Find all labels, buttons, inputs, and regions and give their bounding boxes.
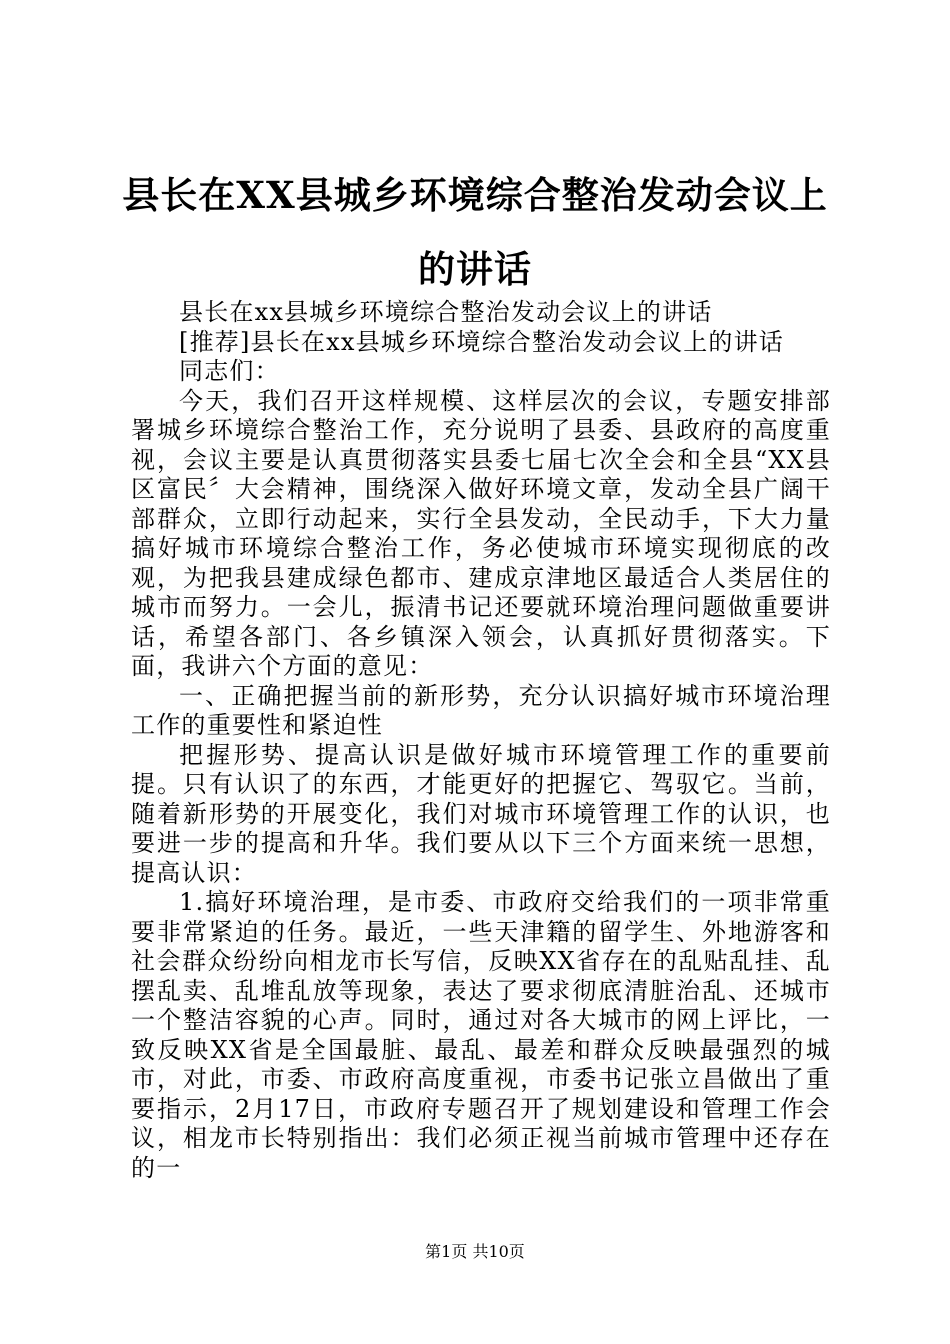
salutation: 同志们： (179, 357, 280, 385)
recommend-line: [推荐]县长在xx县城乡环境综合整治发动会议上的讲话 (179, 327, 784, 356)
section-heading-1: 一、正确把握当前的新形势，充分认识搞好城市环境治理工作的重要性和紧迫性 (131, 681, 831, 739)
document-title: 县长在XX县城乡环境综合整治发动会议上的讲话 (122, 173, 828, 291)
intro-paragraph: 今天，我们召开这样规模、这样层次的会议，专题安排部署城乡环境综合整治工作，充分说明了县委、县政府的高度重视，会议主要是认真贯彻落实县委七届七次全会和全县“XX县区富民〞大会精神，围绕深入做好环境文章，发动全县广阔干部群众，立即行动起来，实行全县发动，全民动手，下大力量搞好城市环境综合整治工作，务必使城市环境实现彻底的改观，为把我县建成绿色都市、建成京津地区最适合人类居住的城市而努力。一会儿，振清书记还要就环境治理问题做重要讲话，希望各部门、各乡镇深入领会，认真抓好贯彻落实。下面，我讲六个方面的意见： (131, 386, 831, 680)
document-body (131, 298, 831, 1183)
page-number: 第1页 共10页 (425, 1242, 525, 1261)
subtitle-line: 县长在xx县城乡环境综合整治发动会议上的讲话 (179, 298, 713, 326)
point-1-paragraph: 1.搞好环境治理，是市委、市政府交给我们的一项非常重要非常紧迫的任务。最近，一些天津籍的留学生、外地游客和社会群众纷纷向相龙市长写信，反映XX省存在的乱贴乱挂、乱摆乱卖、乱堆乱放等现象，表达了要求彻底清脏治乱、还城市一个整洁容貌的心声。同时，通过对各大城市的网上评比，一致反映XX省是全国最脏、最乱、最差和群众反映最强烈的城市，对此，市委、市政府高度重视，市委书记张立昌做出了重要指示，2月17日，市政府专题召开了规划建设和管理工作会议，相龙市长特别指出：我们必须正视当前城市管理中还存在的一 (131, 888, 831, 1182)
section-paragraph: 把握形势、提高认识是做好城市环境管理工作的重要前提。只有认识了的东西，才能更好的把握它、驾驭它。当前，随着新形势的开展变化，我们对城市环境管理工作的认识，也要进一步的提高和升华。我们要从以下三个方面来统一思想，提高认识： (131, 740, 831, 887)
